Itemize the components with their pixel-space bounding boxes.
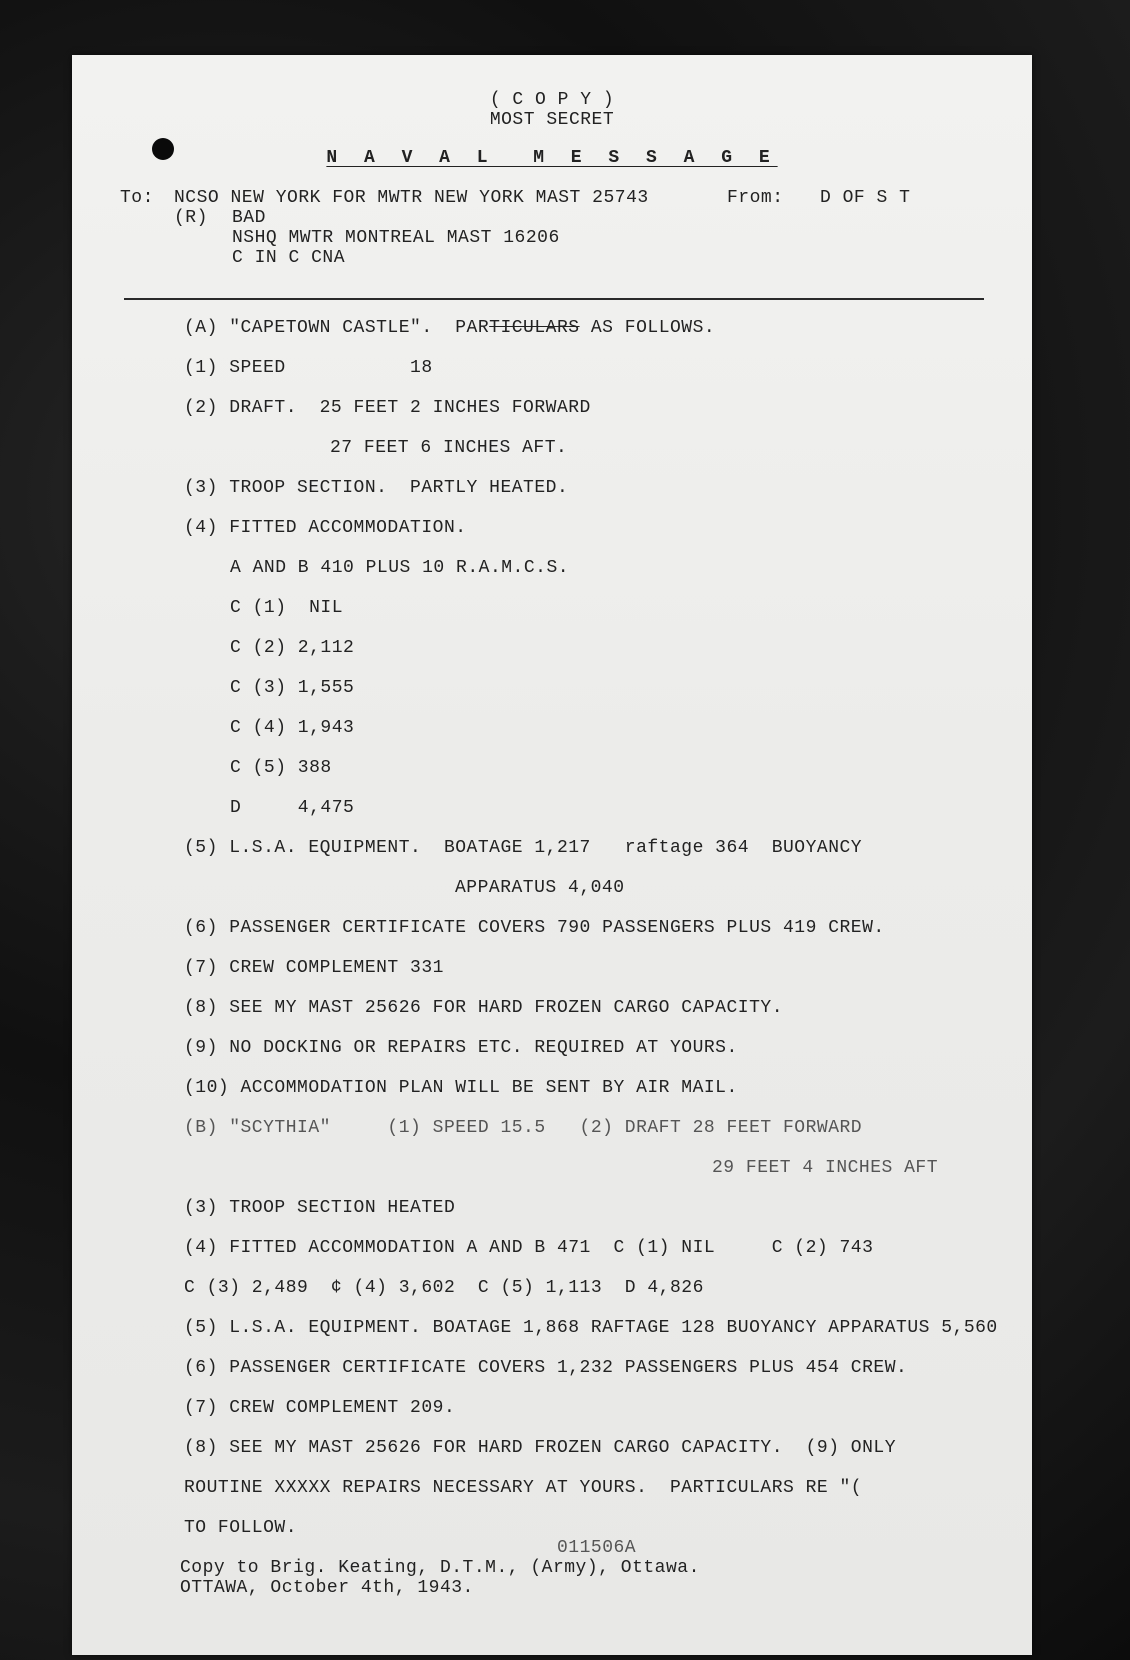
b-crew-complement: (7) CREW COMPLEMENT 209. <box>184 1398 456 1418</box>
section-a-heading <box>184 318 715 338</box>
document-page <box>72 55 1032 1655</box>
b-accommodation-cont: C (3) 2,489 ¢ (4) 3,602 C (5) 1,113 D 4,826 <box>184 1278 704 1298</box>
r-line-3: C IN C CNA <box>232 248 346 268</box>
a-troop-section: (3) TROOP SECTION. PARTLY HEATED. <box>184 478 569 498</box>
to-address: NCSO NEW YORK FOR MWTR NEW YORK MAST 25743 <box>174 188 649 208</box>
a-docking: (9) NO DOCKING OR REPAIRS ETC. REQUIRED AT YOURS. <box>184 1038 738 1058</box>
a-accom-c2: C (2) 2,112 <box>230 638 355 658</box>
a-lsa-apparatus: APPARATUS 4,040 <box>455 878 625 898</box>
place-date: OTTAWA, October 4th, 1943. <box>180 1578 474 1598</box>
b-troop-section: (3) TROOP SECTION HEATED <box>184 1198 456 1218</box>
section-a-heading-post: AS FOLLOWS. <box>579 318 716 338</box>
section-b-heading: (B) "SCYTHIA" (1) SPEED 15.5 (2) DRAFT 28 FEET FORWARD <box>184 1118 863 1138</box>
a-accom-ab: A AND B 410 PLUS 10 R.A.M.C.S. <box>230 558 570 578</box>
a-lsa-equipment: (5) L.S.A. EQUIPMENT. BOATAGE 1,217 raftage 364 BUOYANCY <box>184 838 863 858</box>
message-title: N A V A L M E S S A G E <box>326 148 778 168</box>
from-value: D OF S T <box>820 188 911 208</box>
b-passenger-certificate: (6) PASSENGER CERTIFICATE COVERS 1,232 PASSENGERS PLUS 454 CREW. <box>184 1358 908 1378</box>
a-draft-aft: 27 FEET 6 INCHES AFT. <box>330 438 568 458</box>
to-label: To: <box>120 188 154 208</box>
b-routine-repairs: ROUTINE XXXXX REPAIRS NECESSARY AT YOURS. PARTICULARS RE "( <box>184 1478 863 1498</box>
a-accom-c4: C (4) 1,943 <box>230 718 355 738</box>
a-accommodation-plan: (10) ACCOMMODATION PLAN WILL BE SENT BY AIR MAIL. <box>184 1078 738 1098</box>
r-label: (R) <box>174 208 208 228</box>
a-accom-c5: C (5) 388 <box>230 758 332 778</box>
b-accommodation: (4) FITTED ACCOMMODATION A AND B 471 C (1) NIL C (2) 743 <box>184 1238 874 1258</box>
b-lsa-equipment: (5) L.S.A. EQUIPMENT. BOATAGE 1,868 RAFTAGE 128 BUOYANCY APPARATUS 5,560 <box>184 1318 998 1338</box>
a-draft: (2) DRAFT. 25 FEET 2 INCHES FORWARD <box>184 398 591 418</box>
copy-marker: ( C O P Y ) <box>489 90 615 110</box>
a-frozen-cargo: (8) SEE MY MAST 25626 FOR HARD FROZEN CARGO CAPACITY. <box>184 998 783 1018</box>
a-speed: (1) SPEED 18 <box>184 358 433 378</box>
a-crew-complement: (7) CREW COMPLEMENT 331 <box>184 958 444 978</box>
r-line-1: BAD <box>232 208 266 228</box>
a-accom-c1: C (1) NIL <box>230 598 344 618</box>
a-accom-d: D 4,475 <box>230 798 355 818</box>
classification: MOST SECRET <box>489 110 615 130</box>
b-frozen-cargo: (8) SEE MY MAST 25626 FOR HARD FROZEN CARGO CAPACITY. (9) ONLY <box>184 1438 897 1458</box>
copy-to: Copy to Brig. Keating, D.T.M., (Army), Ottawa. <box>180 1558 700 1578</box>
a-accommodation: (4) FITTED ACCOMMODATION. <box>184 518 467 538</box>
b-to-follow: TO FOLLOW. <box>184 1518 298 1538</box>
b-draft-aft: 29 FEET 4 INCHES AFT <box>712 1158 939 1178</box>
header-rule <box>124 298 984 300</box>
r-line-2: NSHQ MWTR MONTREAL MAST 16206 <box>232 228 560 248</box>
from-label: From: <box>727 188 784 208</box>
section-a-heading-pre: (A) "CAPETOWN CASTLE". PAR <box>184 318 490 338</box>
date-time-group: 011506A <box>557 1538 637 1558</box>
section-a-heading-strike: TICULARS <box>489 318 580 338</box>
a-passenger-certificate: (6) PASSENGER CERTIFICATE COVERS 790 PASSENGERS PLUS 419 CREW. <box>184 918 885 938</box>
a-accom-c3: C (3) 1,555 <box>230 678 355 698</box>
